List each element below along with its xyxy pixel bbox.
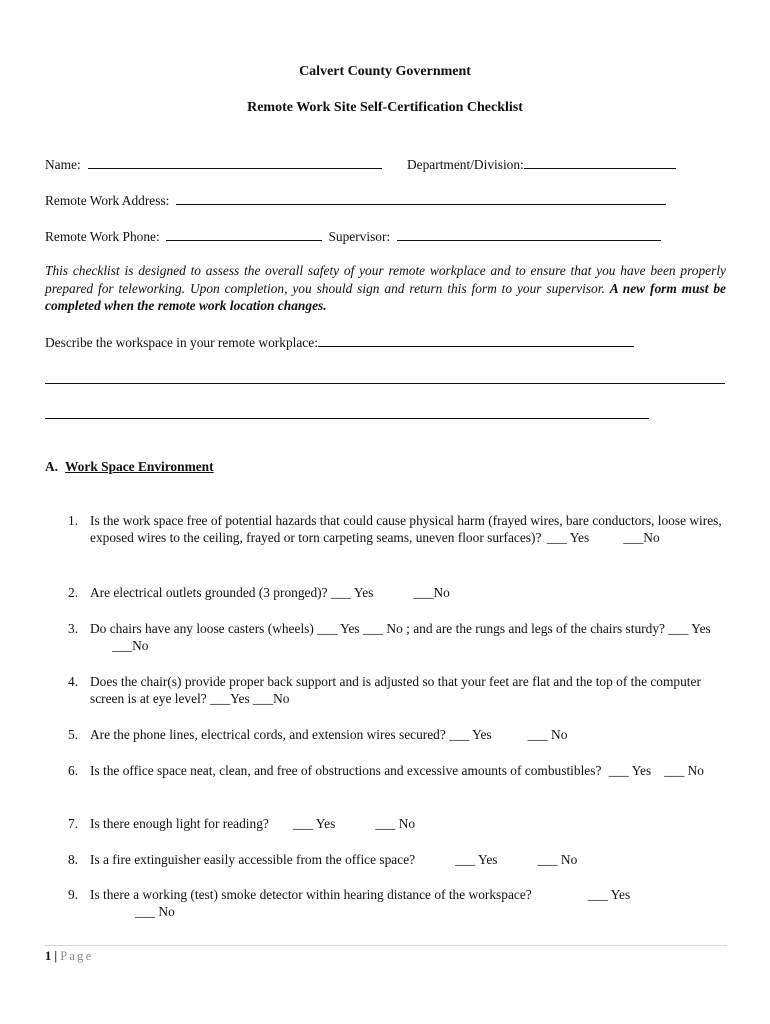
phone-label: Remote Work Phone: (45, 229, 160, 244)
no-option[interactable]: ___ No (537, 852, 578, 867)
section-a-title: Work Space Environment (65, 459, 214, 474)
describe-field-3[interactable] (45, 418, 649, 419)
phone-field[interactable] (166, 227, 322, 241)
describe-field-1[interactable] (318, 333, 634, 347)
question-number: 6. (68, 763, 79, 778)
name-row (45, 155, 382, 173)
question-7 (68, 815, 728, 832)
page-footer (45, 948, 93, 965)
question-text: Does the chair(s) provide proper back support and is adjusted so that your feet are flat and the top of the computer screen is at eye level? (90, 674, 701, 706)
section-a-letter: A. (45, 459, 59, 474)
yes-option[interactable]: ___ Yes (455, 852, 498, 867)
no-option[interactable]: ___No (253, 691, 290, 706)
question-1 (68, 512, 728, 546)
supervisor-label: Supervisor: (328, 229, 391, 244)
address-field[interactable] (176, 191, 666, 205)
intro-paragraph (45, 262, 726, 315)
question-number: 7. (68, 816, 79, 831)
no-option-2[interactable]: ___No (112, 638, 149, 653)
question-4 (68, 673, 728, 707)
yes-option[interactable]: ___ Yes (317, 621, 360, 636)
question-text: Are the phone lines, electrical cords, and extension wires secured? (90, 727, 446, 742)
phone-row (45, 227, 661, 245)
question-number: 9. (68, 887, 79, 902)
yes-option[interactable]: ___ Yes (587, 887, 631, 902)
no-option[interactable]: ___No (413, 585, 450, 600)
department-field[interactable] (524, 155, 676, 169)
question-2 (68, 584, 728, 601)
no-option[interactable]: ___ No (375, 816, 416, 831)
question-number: 8. (68, 852, 79, 867)
no-option[interactable]: ___ No (362, 621, 403, 636)
department-label: Department/Division: (407, 157, 524, 172)
question-number: 5. (68, 727, 79, 742)
yes-option-2[interactable]: ___ Yes (668, 621, 711, 636)
question-number: 3. (68, 621, 79, 636)
describe-field-2[interactable] (45, 383, 725, 384)
footer-divider (45, 945, 727, 946)
question-9 (68, 886, 728, 920)
page-separator: | (51, 949, 61, 963)
describe-row (45, 333, 634, 351)
section-a-heading (45, 458, 214, 475)
question-text-continued: ; and are the rungs and legs of the chairs sturdy? (406, 621, 665, 636)
question-text: Do chairs have any loose casters (wheels) (90, 621, 314, 636)
org-title: Calvert County Government (299, 64, 471, 79)
yes-option[interactable]: ___ Yes (330, 585, 374, 600)
question-text: Is the office space neat, clean, and free of obstructions and excessive amounts of combustibles? (90, 763, 602, 778)
yes-option[interactable]: ___ Yes (292, 816, 336, 831)
question-number: 1. (68, 513, 79, 528)
yes-option[interactable]: ___ Yes (449, 727, 492, 742)
yes-blank[interactable]: ___ (608, 763, 629, 778)
intro-emphasis: A new form must be completed when the remote work location changes. (45, 280, 726, 313)
question-8 (68, 851, 728, 868)
name-field[interactable] (88, 155, 382, 169)
question-text: Is there a working (test) smoke detector within hearing distance of the workspace? (90, 887, 532, 902)
question-text: Is a fire extinguisher easily accessible from the office space? (90, 852, 416, 867)
question-6 (68, 762, 728, 779)
question-5 (68, 726, 728, 743)
no-option[interactable]: ___ No (527, 727, 568, 742)
question-3 (68, 620, 728, 654)
yes-option[interactable]: ___Yes (210, 691, 250, 706)
page-number: 1 (45, 949, 52, 963)
no-option[interactable]: ___ No (135, 904, 175, 919)
describe-label: Describe the workspace in your remote workplace: (45, 335, 318, 350)
page-word: Page (60, 949, 94, 963)
question-text: Are electrical outlets grounded (3 pronged)? (90, 585, 328, 600)
supervisor-field[interactable] (397, 227, 661, 241)
yes-option[interactable]: Yes (631, 763, 652, 778)
address-row (45, 191, 666, 209)
no-option[interactable]: ___No (623, 530, 660, 545)
department-row (407, 155, 676, 173)
yes-option[interactable]: ___ Yes (546, 530, 590, 545)
question-text: Is there enough light for reading? (90, 816, 269, 831)
form-title: Remote Work Site Self-Certification Checklist (247, 100, 523, 115)
question-number: 2. (68, 585, 79, 600)
address-label: Remote Work Address: (45, 193, 170, 208)
intro-text: This checklist is designed to assess the overall safety of your remote workplace and to ensure that you have been properly prepared for teleworking. Upon completion, you should sign and return this form to your supervisor. (45, 263, 726, 296)
name-label: Name: (45, 157, 81, 172)
question-text: Is the work space free of potential hazards that could cause physical harm (frayed wires, bare conductors, loose wires, exposed wires to the ceiling, frayed or torn carpeting seams, uneven floor surfaces)? (90, 513, 722, 545)
question-number: 4. (68, 674, 79, 689)
no-option[interactable]: ___ No (664, 763, 705, 778)
